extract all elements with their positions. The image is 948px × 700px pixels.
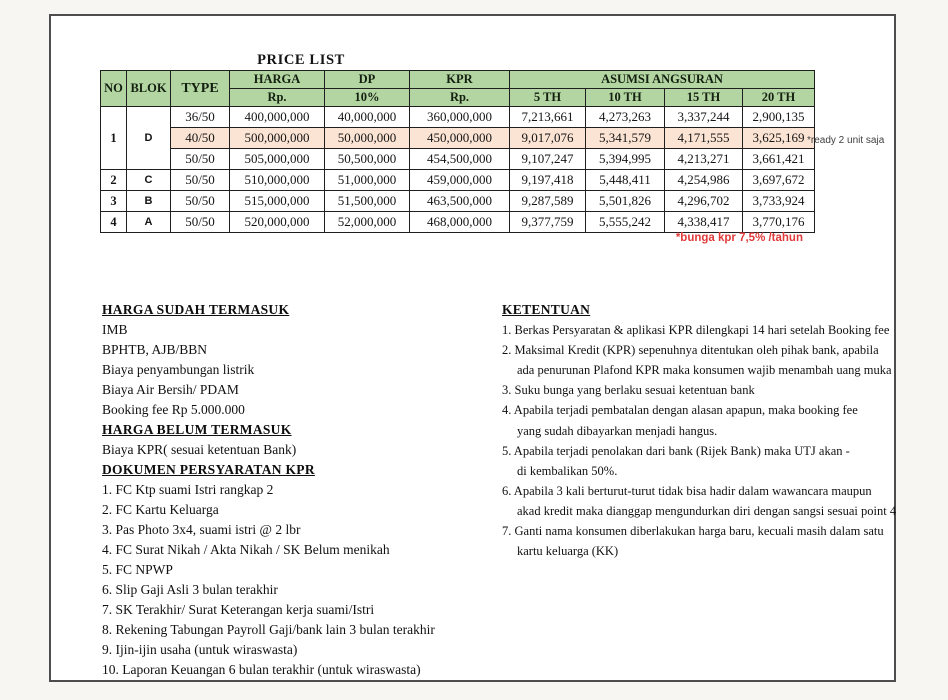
cell-10th: 5,501,826 [586,191,665,212]
list-item: Biaya Air Bersih/ PDAM [102,382,239,397]
list-item-continuation: di kembalikan 50%. [517,463,618,478]
list-item: 5. Apabila terjadi penolakan dari bank (Rijek Bank) maka UTJ akan - [502,443,850,458]
cell-type: 50/50 [171,191,230,212]
header-15th: 15 TH [665,89,743,107]
cell-10th: 4,273,263 [586,107,665,128]
cell-type: 50/50 [171,149,230,170]
document-page [49,14,896,682]
list-item-continuation: kartu keluarga (KK) [517,544,619,559]
cell-20th: 3,770,176 [743,212,815,233]
cell-kpr: 360,000,000 [410,107,510,128]
cell-harga: 400,000,000 [230,107,325,128]
header-harga: HARGA [230,71,325,89]
list-item: 7. Ganti nama konsumen diberlakukan harga baru, kecuali masih dalam satu [502,524,884,539]
list-item: 9. Ijin-ijin usaha (untuk wiraswasta) [102,642,298,657]
cell-harga: 505,000,000 [230,149,325,170]
cell-5th: 9,107,247 [510,149,586,170]
header-5th: 5 TH [510,89,586,107]
cell-dp: 51,500,000 [325,191,410,212]
list-item-continuation: akad kredit maka dianggap mengundurkan diri dengan sangsi sesuai point 4 [517,503,897,518]
section-heading-dokumen-persyaratan-kpr: DOKUMEN PERSYARATAN KPR [102,462,315,477]
header-kpr: KPR [410,71,510,89]
list-item: 2. Maksimal Kredit (KPR) sepenuhnya ditentukan oleh pihak bank, apabila [502,343,879,358]
cell-20th: 3,733,924 [743,191,815,212]
cell-15th: 4,213,271 [665,149,743,170]
cell-type: 36/50 [171,107,230,128]
kpr-interest-rate-note: *bunga kpr 7,5% /tahun [675,232,803,244]
cell-blok: B [127,191,171,212]
cell-10th: 5,555,242 [586,212,665,233]
cell-5th: 9,017,076 [510,128,586,149]
section-heading-ketentuan: KETENTUAN [502,302,591,317]
list-item: 4. FC Surat Nikah / Akta Nikah / SK Belum menikah [102,542,390,557]
list-item: 8. Rekening Tabungan Payroll Gaji/bank lain 3 bulan terakhir [102,622,435,637]
list-item: 1. FC Ktp suami Istri rangkap 2 [102,482,274,497]
list-item: 3. Suku bunga yang berlaku sesuai ketentuan bank [502,383,755,398]
cell-15th: 4,254,986 [665,170,743,191]
header-20th: 20 TH [743,89,815,107]
cell-5th: 9,287,589 [510,191,586,212]
cell-harga: 510,000,000 [230,170,325,191]
cell-kpr: 454,500,000 [410,149,510,170]
cell-15th: 4,296,702 [665,191,743,212]
included-and-documents-section [102,300,468,680]
cell-dp: 40,000,000 [325,107,410,128]
header-dp: DP [325,71,410,89]
cell-dp: 51,000,000 [325,170,410,191]
table-header [101,71,815,107]
table-row [101,191,815,212]
price-list-table [100,70,815,233]
header-10th: 10 TH [586,89,665,107]
list-item: 10. Laporan Keuangan 6 bulan terakhir (untuk wiraswasta) [102,662,421,677]
cell-5th: 7,213,661 [510,107,586,128]
cell-10th: 5,394,995 [586,149,665,170]
list-item: Booking fee Rp 5.000.000 [102,402,245,417]
header-asumsi-angsuran: ASUMSI ANGSURAN [510,71,815,89]
table-row [101,149,815,170]
cell-5th: 9,377,759 [510,212,586,233]
list-item: 3. Pas Photo 3x4, suami istri @ 2 lbr [102,522,301,537]
cell-dp: 50,000,000 [325,128,410,149]
list-item-continuation: ada penurunan Plafond KPR maka konsumen wajib menambah uang muka [517,363,892,378]
header-no: NO [101,71,127,107]
header-dp-sub: 10% [325,89,410,107]
list-item: 4. Apabila terjadi pembatalan dengan alasan apapun, maka booking fee [502,403,858,418]
cell-20th: 2,900,135 [743,107,815,128]
header-kpr-sub: Rp. [410,89,510,107]
table-row [101,170,815,191]
ready-units-note: *ready 2 unit saja [807,135,885,146]
cell-kpr: 468,000,000 [410,212,510,233]
table-row [101,107,815,128]
cell-type: 50/50 [171,212,230,233]
terms-section [502,300,902,561]
cell-no: 3 [101,191,127,212]
cell-no: 2 [101,170,127,191]
cell-10th: 5,448,411 [586,170,665,191]
page-title: PRICE LIST [257,52,345,68]
list-item: 6. Slip Gaji Asli 3 bulan terakhir [102,582,278,597]
cell-type: 40/50 [171,128,230,149]
cell-kpr: 459,000,000 [410,170,510,191]
cell-dp: 50,500,000 [325,149,410,170]
list-item: 5. FC NPWP [102,562,173,577]
cell-harga: 520,000,000 [230,212,325,233]
section-heading-harga-belum-termasuk: HARGA BELUM TERMASUK [102,422,292,437]
cell-blok: C [127,170,171,191]
cell-20th: 3,625,169 [743,128,815,149]
cell-kpr: 463,500,000 [410,191,510,212]
table-row [101,212,815,233]
cell-dp: 52,000,000 [325,212,410,233]
cell-no: 1 [101,107,127,170]
list-item: 7. SK Terakhir/ Surat Keterangan kerja suami/Istri [102,602,375,617]
list-item: BPHTB, AJB/BBN [102,342,208,357]
list-item: 1. Berkas Persyaratan & aplikasi KPR dilengkapi 14 hari setelah Booking fee [502,323,890,338]
cell-type: 50/50 [171,170,230,191]
list-item: Biaya penyambungan listrik [102,362,255,377]
cell-10th: 5,341,579 [586,128,665,149]
list-item: 6. Apabila 3 kali berturut-turut tidak bisa hadir dalam wawancara maupun [502,483,872,498]
cell-20th: 3,697,672 [743,170,815,191]
header-type: TYPE [171,71,230,107]
cell-15th: 4,338,417 [665,212,743,233]
cell-15th: 4,171,555 [665,128,743,149]
header-blok: BLOK [127,71,171,107]
cell-kpr: 450,000,000 [410,128,510,149]
list-item: IMB [102,322,128,337]
cell-20th: 3,661,421 [743,149,815,170]
cell-no: 4 [101,212,127,233]
cell-harga: 500,000,000 [230,128,325,149]
list-item: 2. FC Kartu Keluarga [102,502,219,517]
cell-blok: D [127,107,171,170]
header-harga-sub: Rp. [230,89,325,107]
cell-15th: 3,337,244 [665,107,743,128]
section-heading-harga-sudah-termasuk: HARGA SUDAH TERMASUK [102,302,290,317]
list-item: Biaya KPR( sesuai ketentuan Bank) [102,442,297,457]
cell-5th: 9,197,418 [510,170,586,191]
table-row-highlighted [101,128,815,149]
list-item-continuation: yang sudah dibayarkan menjadi hangus. [517,423,718,438]
cell-blok: A [127,212,171,233]
cell-harga: 515,000,000 [230,191,325,212]
